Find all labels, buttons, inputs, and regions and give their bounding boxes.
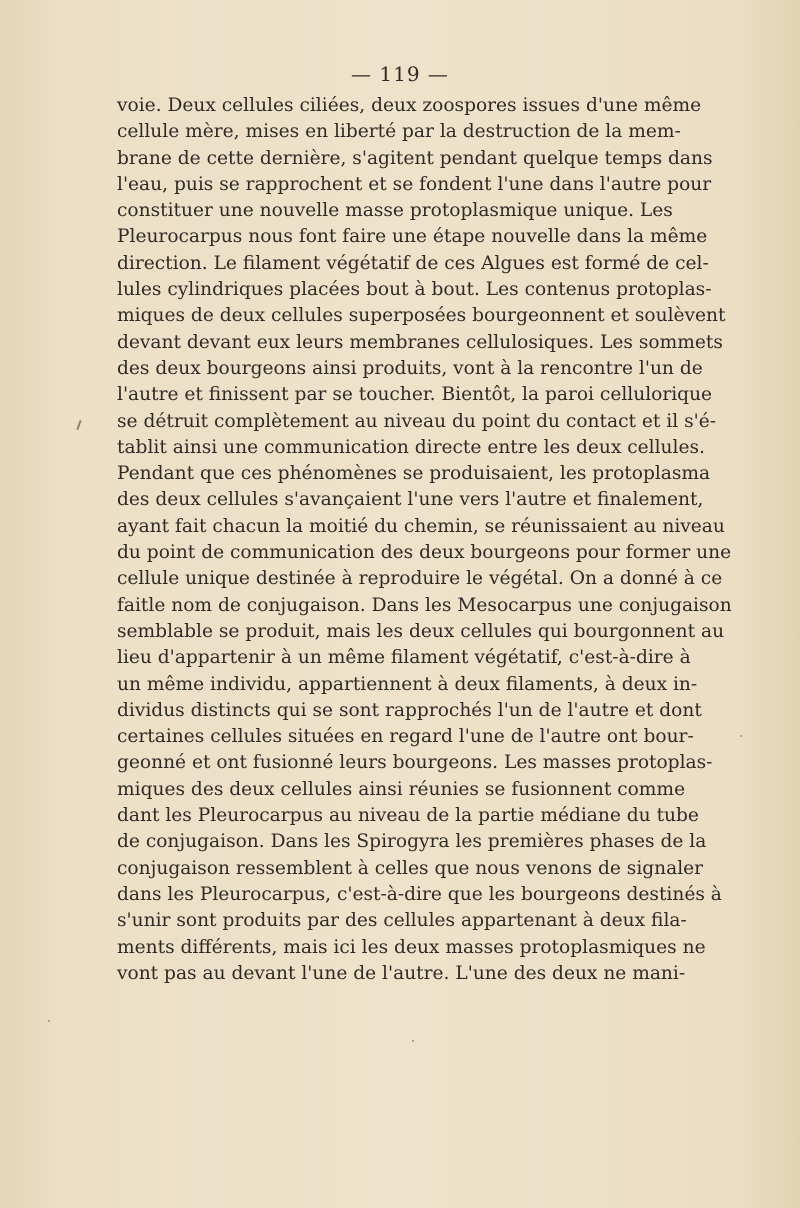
text-line: faitle nom de conjugaison. Dans les Mesocarpus une conjugaison [117,594,732,616]
text-line: s'unir sont produits par des cellules appartenant à deux fila- [117,910,687,932]
text-line: des deux bourgeons ainsi produits, vont à la rencontre l'un de [117,357,703,379]
text-line: tablit ainsi une communication directe entre les deux cellules. [117,436,705,458]
text-line: Pleurocarpus nous font faire une étape nouvelle dans la même [117,226,708,248]
text-line: l'eau, puis se rapprochent et se fondent l'une dans l'autre pour [117,173,712,195]
text-line: dant les Pleurocarpus au niveau de la partie médiane du tube [117,805,699,827]
text-line: dans les Pleurocarpus, c'est-à-dire que les bourgeons destinés à [117,883,722,905]
text-line: lules cylindriques placées bout à bout. Les contenus protoplas- [117,279,712,301]
text-line: miques des deux cellules ainsi réunies se fusionnent comme [117,778,686,800]
paper-speck [48,1020,50,1022]
text-line: vont pas au devant l'une de l'autre. L'une des deux ne mani- [117,962,686,984]
text-line: voie. Deux cellules ciliées, deux zoospores issues d'une même [117,95,702,116]
text-line: cellule mère, mises en liberté par la destruction de la mem- [117,121,681,143]
text-line: des deux cellules s'avançaient l'une vers l'autre et finalement, [117,489,704,511]
text-line: du point de communication des deux bourgeons pour former une [117,542,732,564]
text-line: devant devant eux leurs membranes cellulosiques. Les sommets [117,331,723,353]
paper-speck [740,735,742,737]
text-line: lieu d'appartenir à un même filament végétatif, c'est-à-dire à [117,647,691,669]
paper-speck [412,1040,414,1042]
body-text [117,93,732,987]
text-line: dividus distincts qui se sont rapprochés l'un de l'autre et dont [117,699,702,721]
text-line: constituer une nouvelle masse protoplasmique unique. Les [117,200,673,222]
margin-mark [76,420,81,430]
text-line: l'autre et finissent par se toucher. Bientôt, la paroi cellulorique [117,384,713,406]
text-line: geonné et ont fusionné leurs bourgeons. Les masses protoplas- [117,752,713,774]
text-line: ments différents, mais ici les deux masses protoplasmiques ne [117,936,706,958]
text-line: de conjugaison. Dans les Spirogyra les premières phases de la [117,831,707,853]
text-line: certaines cellules situées en regard l'une de l'autre ont bour- [117,726,694,748]
text-line: brane de cette dernière, s'agitent pendant quelque temps dans [117,147,713,169]
text-line: direction. Le filament végétatif de ces Algues est formé de cel- [117,252,709,274]
text-line: Pendant que ces phénomènes se produisaient, les protoplasma [117,463,711,485]
page-number: — 119 — [351,62,449,86]
text-line: conjugaison ressemblent à celles que nous venons de signaler [117,857,704,879]
text-line: miques de deux cellules superposées bourgeonnent et soulèvent [117,305,726,327]
text-line: un même individu, appartiennent à deux filaments, à deux in- [117,673,698,695]
text-line: se détruit complètement au niveau du point du contact et il s'é- [117,410,717,432]
text-line: ayant fait chacun la moitié du chemin, se réunissaient au niveau [117,515,725,537]
text-line: semblable se produit, mais les deux cellules qui bourgonnent au [117,620,725,642]
text-line: cellule unique destinée à reproduire le végétal. On a donné à ce [117,568,723,590]
